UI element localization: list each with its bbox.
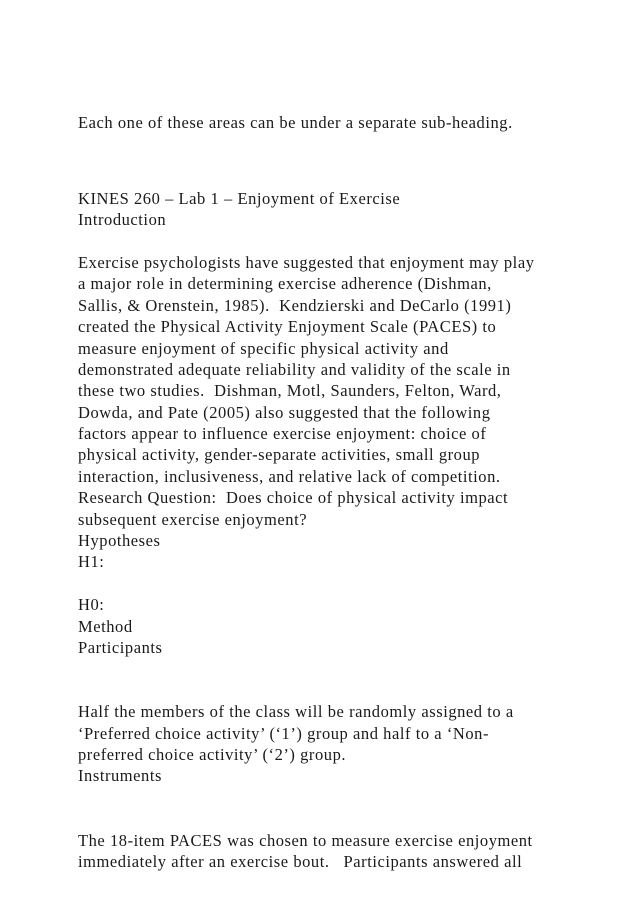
research-question-line: Research Question: Does choice of physical activity impact (78, 488, 509, 508)
heading-method: Method (78, 616, 133, 636)
paragraph-line: Exercise psychologists have suggested that enjoyment may play (78, 252, 535, 272)
paragraph-line: factors appear to influence exercise enjoyment: choice of (78, 424, 487, 444)
h0-label: H0: (78, 595, 105, 615)
paragraph-line: ‘Preferred choice activity’ (‘1’) group and half to a ‘Non- (78, 723, 490, 743)
paragraph-line: preferred choice activity’ (‘2’) group. (78, 744, 347, 764)
instruments-paragraph (78, 830, 618, 873)
participants-paragraph (78, 701, 618, 765)
paragraph-line: interaction, inclusiveness, and relative lack of competition. (78, 466, 501, 486)
research-question-line: subsequent exercise enjoyment? (78, 509, 308, 529)
heading-introduction: Introduction (78, 210, 167, 230)
paragraph-line: immediately after an exercise bout. Participants answered all (78, 851, 523, 871)
paragraph-line: created the Physical Activity Enjoyment Scale (PACES) to (78, 317, 497, 337)
paragraph-line: these two studies. Dishman, Motl, Saunders, Felton, Ward, (78, 381, 502, 401)
paragraph-line: demonstrated adequate reliability and validity of the scale in (78, 359, 511, 379)
paragraph-line: The 18-item PACES was chosen to measure exercise enjoyment (78, 830, 533, 850)
paragraph-line: physical activity, gender-separate activities, small group (78, 445, 481, 465)
heading-hypotheses: Hypotheses (78, 531, 161, 551)
document-title: KINES 260 – Lab 1 – Enjoyment of Exercise (78, 188, 401, 208)
paragraph-line: Sallis, & Orenstein, 1985). Kendzierski and DeCarlo (1991) (78, 295, 512, 315)
h1-label: H1: (78, 552, 105, 572)
paragraph-line: Half the members of the class will be randomly assigned to a (78, 702, 514, 722)
paragraph-line: measure enjoyment of specific physical activity and (78, 338, 449, 358)
heading-instruments: Instruments (78, 766, 162, 786)
document-page (78, 112, 618, 872)
heading-participants: Participants (78, 637, 163, 657)
introduction-paragraph (78, 252, 618, 530)
intro-line: Each one of these areas can be under a separate sub-heading. (78, 113, 513, 132)
paragraph-line: a major role in determining exercise adherence (Dishman, (78, 274, 492, 294)
paragraph-line: Dowda, and Pate (2005) also suggested that the following (78, 402, 491, 422)
